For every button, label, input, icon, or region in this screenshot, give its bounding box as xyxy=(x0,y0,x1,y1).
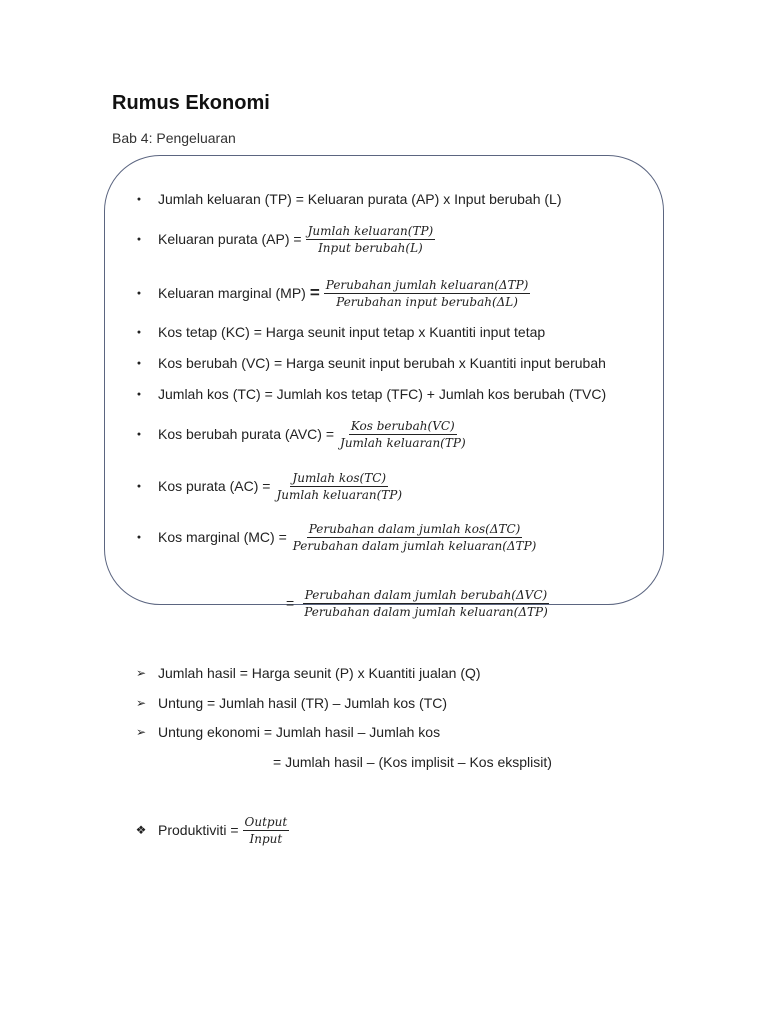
formula-text: Keluaran marginal (MP) xyxy=(158,285,306,301)
formula-text: Untung ekonomi = Jumlah hasil – Jumlah kos xyxy=(158,724,441,740)
chapter-subtitle: Bab 4: Pengeluaran xyxy=(112,130,236,146)
arrow-bullet-icon: ➢ xyxy=(135,725,147,739)
formula-productivity xyxy=(158,814,289,846)
formula-text: Untung = Jumlah hasil (TR) – Jumlah kos (TC) xyxy=(158,695,448,711)
formula-text: Kos purata (AC) = xyxy=(158,478,271,494)
formula-marginal-cost xyxy=(158,521,538,553)
formula-total-revenue xyxy=(158,660,481,686)
equals-sign: = xyxy=(286,595,295,611)
diamond-bullet-icon: ❖ xyxy=(135,823,147,837)
formula-marginal-cost-alt xyxy=(286,587,550,619)
fraction-numerator: Perubahan dalam jumlah berubah(ΔVC) xyxy=(304,587,548,602)
fraction xyxy=(302,588,550,619)
formula-text: Keluaran purata (AP) = xyxy=(158,231,302,247)
bullet-dot-icon xyxy=(131,524,147,551)
formula-profit xyxy=(158,690,447,716)
formula-average-product xyxy=(158,223,435,255)
bullet-dot-icon xyxy=(131,280,147,307)
formula-text: = Jumlah hasil – (Kos implisit – Kos eksplisit) xyxy=(273,754,552,770)
formula-economic-profit-cont xyxy=(273,749,552,775)
fraction-numerator: Jumlah keluaran(TP) xyxy=(307,223,434,238)
fraction xyxy=(338,419,468,450)
fraction xyxy=(324,278,531,309)
formula-text: Jumlah keluaran (TP) = Keluaran purata (AP) x Input berubah (L) xyxy=(158,191,562,207)
fraction-numerator: Output xyxy=(244,814,288,829)
formula-text: Jumlah kos (TC) = Jumlah kos tetap (TFC) + Jumlah kos berubah (TVC) xyxy=(158,386,607,402)
fraction-denominator: Input berubah(L) xyxy=(318,240,423,255)
fraction xyxy=(291,522,539,553)
formula-text: Kos berubah (VC) = Harga seunit input berubah x Kuantiti input berubah xyxy=(158,355,606,371)
fraction-denominator: Perubahan dalam jumlah keluaran(ΔTP) xyxy=(292,538,537,553)
fraction-denominator: Jumlah keluaran(TP) xyxy=(340,435,466,450)
bullet-dot-icon xyxy=(131,319,147,346)
arrow-bullet-icon: ➢ xyxy=(135,666,147,680)
formula-text: Jumlah hasil = Harga seunit (P) x Kuantiti jualan (Q) xyxy=(158,665,481,681)
formula-variable-cost xyxy=(158,350,606,376)
bullet-dot-icon xyxy=(131,421,147,448)
equals-sign: = xyxy=(309,283,320,302)
formula-average-variable-cost xyxy=(158,418,468,450)
bullet-dot-icon xyxy=(131,473,147,500)
bullet-dot-icon xyxy=(131,350,147,377)
fraction-denominator: Perubahan input berubah(ΔL) xyxy=(336,294,518,309)
arrow-bullet-icon: ➢ xyxy=(135,696,147,710)
formula-text: Kos tetap (KC) = Harga seunit input tetap x Kuantiti input tetap xyxy=(158,324,546,340)
formula-total-cost xyxy=(158,381,606,407)
formula-average-cost xyxy=(158,470,404,502)
fraction xyxy=(274,471,404,502)
fraction-numerator: Perubahan jumlah keluaran(ΔTP) xyxy=(325,277,529,292)
bullet-dot-icon xyxy=(131,226,147,253)
fraction xyxy=(243,815,290,846)
formula-text: Kos marginal (MC) = xyxy=(158,529,287,545)
fraction-numerator: Perubahan dalam jumlah kos(ΔTC) xyxy=(308,521,521,536)
page-title: Rumus Ekonomi xyxy=(112,92,270,114)
formula-total-product xyxy=(158,186,561,212)
formula-marginal-product xyxy=(158,277,530,309)
bullet-dot-icon xyxy=(131,186,147,213)
bullet-dot-icon xyxy=(131,381,147,408)
fraction-denominator: Perubahan dalam jumlah keluaran(ΔTP) xyxy=(304,604,548,619)
formula-economic-profit xyxy=(158,719,440,745)
fraction-denominator: Jumlah keluaran(TP) xyxy=(276,487,403,502)
fraction-denominator: Input xyxy=(249,831,283,846)
fraction xyxy=(306,224,436,255)
fraction-numerator: Kos berubah(VC) xyxy=(350,418,455,433)
formula-text: Kos berubah purata (AVC) = xyxy=(158,426,335,442)
formula-text: Produktiviti = xyxy=(158,822,239,838)
fraction-numerator: Jumlah kos(TC) xyxy=(292,470,387,485)
formula-fixed-cost xyxy=(158,319,545,345)
